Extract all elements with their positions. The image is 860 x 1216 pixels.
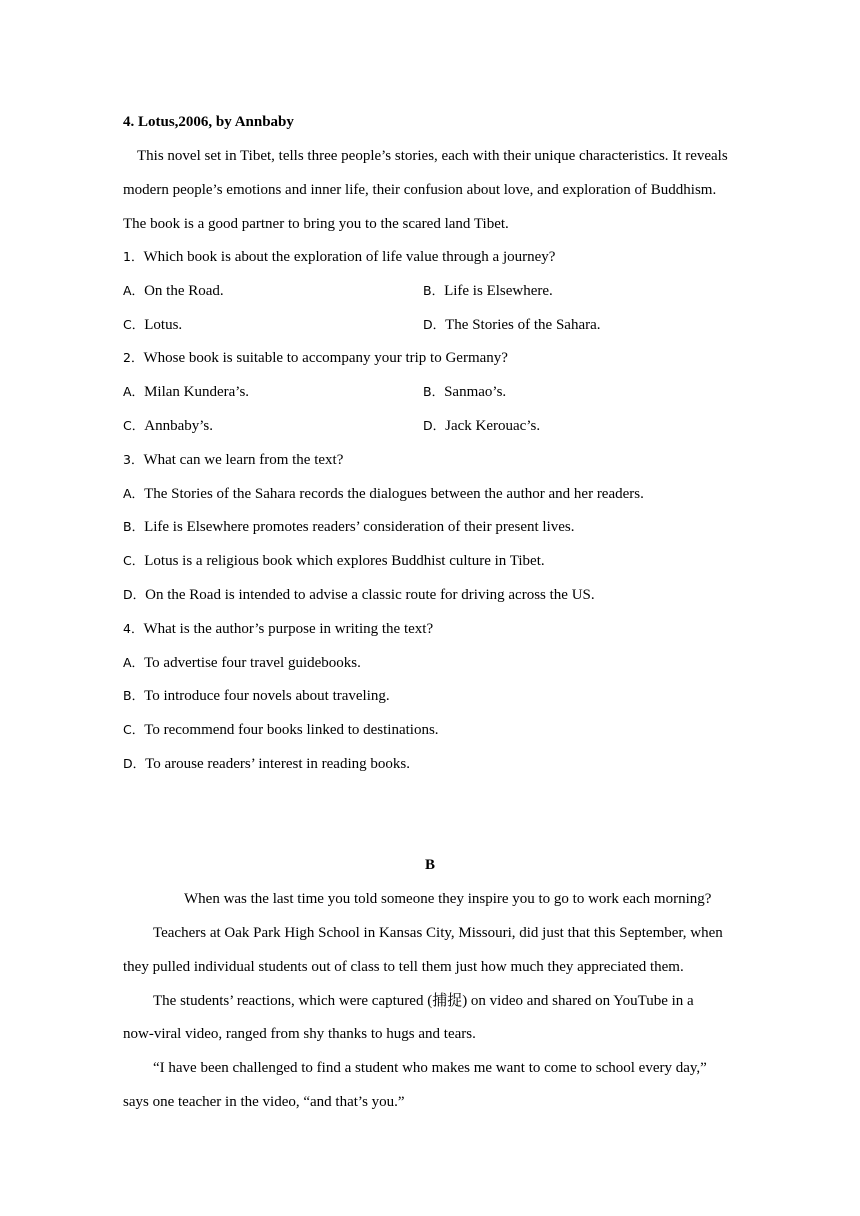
- option-a: [123, 484, 644, 504]
- option-label: A．: [123, 283, 145, 298]
- question-2: [123, 348, 508, 368]
- option-label: D．: [123, 587, 146, 602]
- option-d: [123, 754, 410, 774]
- option-d: [423, 315, 601, 335]
- option-text: To arouse readers’ interest in reading books.: [145, 756, 410, 772]
- option-c: [123, 315, 182, 335]
- option-c: [123, 720, 439, 740]
- paragraph-line: they pulled individual students out of class to tell them just how much they appreciated them.: [123, 959, 684, 975]
- option-label: D．: [123, 756, 146, 771]
- option-b: [423, 382, 506, 402]
- option-label: B．: [123, 519, 145, 534]
- paragraph-line: “I have been challenged to find a student who makes me want to come to school every day,”: [153, 1060, 707, 1076]
- option-text: Annbaby’s.: [144, 418, 213, 434]
- question-number: 4．: [123, 621, 144, 636]
- paragraph-line: This novel set in Tibet, tells three people’s stories, each with their unique characteristics. It reveals: [137, 148, 728, 164]
- paragraph-line: The book is a good partner to bring you to the scared land Tibet.: [123, 216, 509, 232]
- option-label: B．: [423, 384, 445, 399]
- option-label: A．: [123, 384, 145, 399]
- option-b: [423, 281, 553, 301]
- question-stem: Which book is about the exploration of life value through a journey?: [143, 249, 556, 265]
- option-b: [123, 686, 390, 706]
- option-label: C．: [123, 553, 145, 568]
- option-a: [123, 281, 224, 301]
- option-text: To recommend four books linked to destinations.: [144, 722, 439, 738]
- paragraph-line: says one teacher in the video, “and that’s you.”: [123, 1094, 405, 1110]
- question-3: [123, 450, 343, 470]
- question-stem: What can we learn from the text?: [143, 452, 344, 468]
- option-text: Jack Kerouac’s.: [445, 418, 541, 434]
- paragraph-line: The students’ reactions, which were captured (捕捉) on video and shared on YouTube in a: [153, 993, 694, 1009]
- option-b: [123, 517, 574, 537]
- option-label: C．: [123, 418, 145, 433]
- option-label: D．: [423, 418, 446, 433]
- option-text: Life is Elsewhere.: [444, 283, 553, 299]
- option-label: C．: [123, 317, 145, 332]
- paragraph-line: When was the last time you told someone they inspire you to go to work each morning?: [184, 891, 712, 907]
- option-text: The Stories of the Sahara.: [445, 317, 601, 333]
- book-heading: 4. Lotus,2006, by Annbaby: [123, 114, 294, 130]
- option-text: The Stories of the Sahara records the dialogues between the author and her readers.: [144, 486, 644, 502]
- question-number: 1．: [123, 249, 144, 264]
- option-text: To advertise four travel guidebooks.: [144, 655, 361, 671]
- option-a: [123, 382, 249, 402]
- section-b-heading: B: [424, 857, 435, 873]
- option-label: B．: [423, 283, 445, 298]
- option-label: C．: [123, 722, 145, 737]
- option-label: B．: [123, 688, 145, 703]
- option-label: A．: [123, 486, 145, 501]
- option-text: On the Road.: [144, 283, 224, 299]
- option-d: [123, 585, 595, 605]
- question-4: [123, 619, 433, 639]
- option-text: Sanmao’s.: [444, 384, 507, 400]
- question-stem: Whose book is suitable to accompany your trip to Germany?: [143, 350, 508, 366]
- question-1: [123, 247, 555, 267]
- option-d: [423, 416, 540, 436]
- option-label: A．: [123, 655, 145, 670]
- question-number: 2．: [123, 350, 144, 365]
- question-stem: What is the author’s purpose in writing the text?: [143, 621, 434, 637]
- question-number: 3．: [123, 452, 144, 467]
- option-c: [123, 416, 213, 436]
- paragraph-line: now-viral video, ranged from shy thanks to hugs and tears.: [123, 1026, 476, 1042]
- paragraph-line: Teachers at Oak Park High School in Kansas City, Missouri, did just that this September, when: [153, 925, 723, 941]
- paragraph-line: modern people’s emotions and inner life, their confusion about love, and exploration of Buddhism.: [123, 182, 717, 198]
- option-c: [123, 551, 545, 571]
- option-text: Milan Kundera’s.: [144, 384, 250, 400]
- option-text: Life is Elsewhere promotes readers’ consideration of their present lives.: [144, 519, 575, 535]
- option-label: D．: [423, 317, 446, 332]
- option-a: [123, 653, 361, 673]
- option-text: To introduce four novels about traveling.: [144, 688, 390, 704]
- option-text: Lotus.: [144, 317, 183, 333]
- option-text: On the Road is intended to advise a classic route for driving across the US.: [145, 587, 595, 603]
- option-text: Lotus is a religious book which explores Buddhist culture in Tibet.: [144, 553, 545, 569]
